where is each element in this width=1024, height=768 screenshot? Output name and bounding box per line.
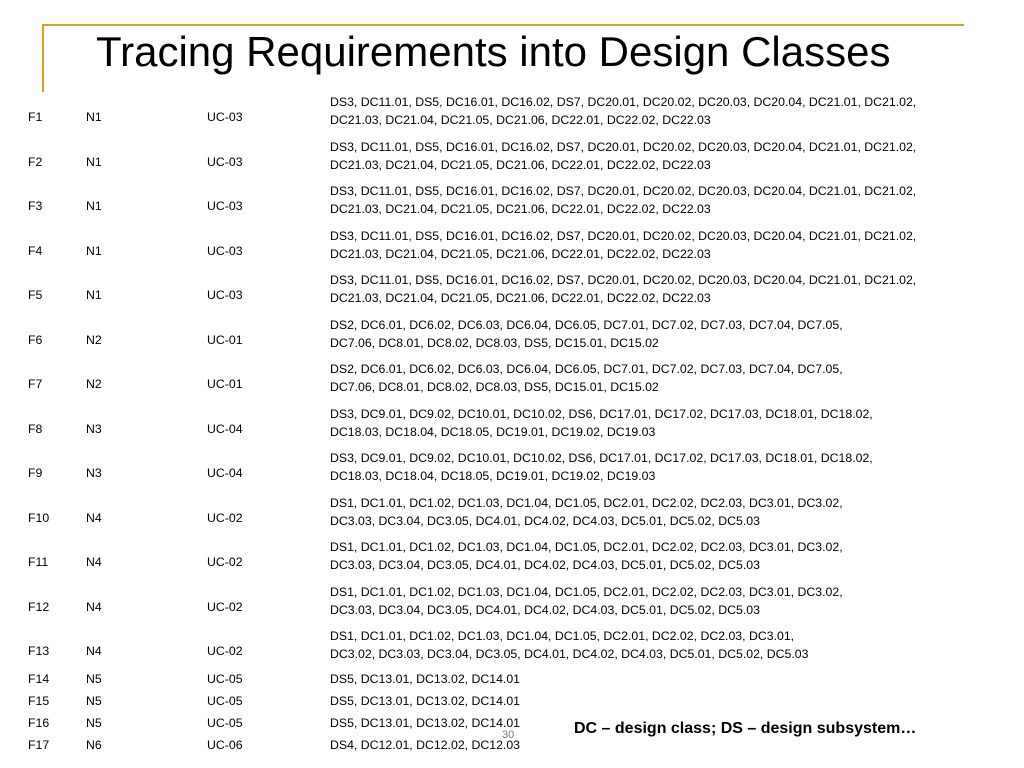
table-row	[0, 580, 1024, 624]
use-case-id: UC-03	[207, 243, 243, 258]
table-row	[0, 313, 1024, 357]
table-row	[0, 624, 1024, 668]
design-classes: DS5, DC13.01, DC13.02, DC14.01	[330, 672, 521, 686]
design-classes-line-2: DC3.02, DC3.03, DC3.04, DC3.05, DC4.01, DC4.02, DC4.03, DC5.01, DC5.02, DC5.03	[330, 647, 809, 661]
design-classes	[330, 449, 873, 485]
design-classes-line-2: DC3.03, DC3.04, DC3.05, DC4.01, DC4.02, DC4.03, DC5.01, DC5.02, DC5.03	[330, 602, 760, 617]
design-classes-line-1: DS3, DC11.01, DS5, DC16.01, DC16.02, DS7, DC20.01, DC20.02, DC20.03, DC20.04, DC21.01, DC21.02,	[330, 273, 917, 287]
design-classes: DS4, DC12.01, DC12.02, DC12.03	[330, 738, 521, 752]
table-row	[0, 357, 1024, 401]
design-classes-line-2: DC18.03, DC18.04, DC18.05, DC19.01, DC19.02, DC19.03	[330, 469, 656, 483]
table-row	[0, 224, 1024, 268]
design-classes	[330, 138, 916, 174]
feature-id: F4	[28, 243, 43, 258]
use-case-id: UC-05	[207, 694, 243, 708]
design-classes-line-1: DS3, DC9.01, DC9.02, DC10.01, DC10.02, DS6, DC17.01, DC17.02, DC17.03, DC18.01, DC18.02,	[330, 451, 873, 465]
feature-id: F11	[28, 555, 49, 569]
design-classes-line-2: DC21.03, DC21.04, DC21.05, DC21.06, DC22.01, DC22.02, DC22.03	[330, 246, 711, 261]
use-case-id: UC-06	[207, 738, 243, 752]
feature-id: F12	[28, 599, 50, 614]
design-classes-line-1: DS1, DC1.01, DC1.02, DC1.03, DC1.04, DC1.05, DC2.01, DC2.02, DC2.03, DC3.01, DC3.02,	[330, 584, 843, 599]
design-classes-line-1: DS3, DC11.01, DS5, DC16.01, DC16.02, DS7, DC20.01, DC20.02, DC20.03, DC20.04, DC21.01, DC21.02,	[330, 139, 917, 154]
legend-note: DC – design class; DS – design subsystem…	[574, 720, 917, 737]
design-classes-line-1: DS3, DC11.01, DS5, DC16.01, DC16.02, DS7, DC20.01, DC20.02, DC20.03, DC20.04, DC21.01, DC21.02,	[330, 95, 917, 109]
design-classes-line-1: DS1, DC1.01, DC1.02, DC1.03, DC1.04, DC1.05, DC2.01, DC2.02, DC2.03, DC3.01,	[330, 629, 795, 643]
design-classes-line-2: DC21.03, DC21.04, DC21.05, DC21.06, DC22.01, DC22.02, DC22.03	[330, 291, 711, 305]
design-classes-line-1: DS1, DC1.01, DC1.02, DC1.03, DC1.04, DC1.05, DC2.01, DC2.02, DC2.03, DC3.01, DC3.02,	[330, 540, 843, 554]
need-id: N1	[86, 288, 102, 302]
need-id: N4	[86, 510, 102, 525]
design-classes-line-1: DS3, DC11.01, DS5, DC16.01, DC16.02, DS7, DC20.01, DC20.02, DC20.03, DC20.04, DC21.01, DC21.02,	[330, 184, 917, 198]
design-classes-line-1: DS2, DC6.01, DC6.02, DC6.03, DC6.04, DC6.05, DC7.01, DC7.02, DC7.03, DC7.04, DC7.05,	[330, 362, 843, 376]
need-id: N1	[86, 110, 102, 124]
need-id: N1	[86, 154, 102, 169]
use-case-id: UC-01	[207, 377, 243, 391]
need-id: N1	[86, 243, 102, 258]
page-title: Tracing Requirements into Design Classes	[96, 28, 891, 75]
design-classes	[330, 583, 843, 619]
page-number: 30	[502, 729, 515, 741]
design-classes	[330, 538, 843, 574]
table-row	[0, 535, 1024, 579]
design-classes-line-2: DC3.03, DC3.04, DC3.05, DC4.01, DC4.02, DC4.03, DC5.01, DC5.02, DC5.03	[330, 558, 760, 572]
need-id: N5	[86, 694, 102, 708]
feature-id: F15	[28, 694, 50, 708]
use-case-id: UC-03	[207, 154, 243, 169]
design-classes	[330, 360, 843, 396]
feature-id: F10	[28, 510, 50, 525]
use-case-id: UC-02	[207, 599, 243, 614]
need-id: N1	[86, 199, 102, 213]
feature-id: F9	[28, 466, 43, 480]
use-case-id: UC-05	[207, 716, 243, 730]
table-row	[0, 668, 1024, 690]
design-classes	[330, 316, 843, 352]
feature-id: F5	[28, 288, 43, 302]
table-row	[0, 268, 1024, 312]
feature-id: F7	[28, 377, 43, 391]
design-classes	[330, 627, 808, 663]
title-accent-line-vertical	[42, 24, 44, 92]
need-id: N4	[86, 555, 102, 569]
feature-id: F3	[28, 199, 43, 213]
need-id: N6	[86, 738, 102, 752]
need-id: N2	[86, 332, 102, 347]
table-row	[0, 402, 1024, 446]
feature-id: F14	[28, 672, 50, 686]
table-row	[0, 690, 1024, 712]
design-classes	[330, 494, 843, 530]
need-id: N4	[86, 599, 102, 614]
use-case-id: UC-03	[207, 288, 243, 302]
design-classes	[330, 271, 916, 307]
design-classes-line-2: DC7.06, DC8.01, DC8.02, DC8.03, DS5, DC15.01, DC15.02	[330, 335, 659, 350]
design-classes: DS5, DC13.01, DC13.02, DC14.01	[330, 694, 521, 708]
feature-id: F2	[28, 154, 43, 169]
design-classes-line-2: DC7.06, DC8.01, DC8.02, DC8.03, DS5, DC15.01, DC15.02	[330, 380, 659, 394]
use-case-id: UC-02	[207, 644, 243, 658]
table-row	[0, 491, 1024, 535]
design-classes-line-2: DC18.03, DC18.04, DC18.05, DC19.01, DC19.02, DC19.03	[330, 424, 656, 439]
design-classes-line-2: DC21.03, DC21.04, DC21.05, DC21.06, DC22.01, DC22.02, DC22.03	[330, 113, 711, 127]
design-classes-line-2: DC3.03, DC3.04, DC3.05, DC4.01, DC4.02, DC4.03, DC5.01, DC5.02, DC5.03	[330, 513, 760, 528]
need-id: N3	[86, 421, 102, 436]
use-case-id: UC-02	[207, 510, 243, 525]
feature-id: F6	[28, 332, 43, 347]
use-case-id: UC-01	[207, 332, 243, 347]
need-id: N3	[86, 466, 102, 480]
use-case-id: UC-03	[207, 110, 243, 124]
table-row	[0, 179, 1024, 223]
feature-id: F8	[28, 421, 43, 436]
use-case-id: UC-03	[207, 199, 243, 213]
design-classes	[330, 227, 916, 263]
need-id: N5	[86, 672, 102, 686]
need-id: N5	[86, 716, 102, 730]
design-classes-line-1: DS3, DC9.01, DC9.02, DC10.01, DC10.02, DS6, DC17.01, DC17.02, DC17.03, DC18.01, DC18.02,	[330, 406, 873, 421]
design-classes-line-1: DS1, DC1.01, DC1.02, DC1.03, DC1.04, DC1.05, DC2.01, DC2.02, DC2.03, DC3.01, DC3.02,	[330, 495, 843, 510]
feature-id: F1	[28, 110, 43, 124]
design-classes-line-1: DS2, DC6.01, DC6.02, DC6.03, DC6.04, DC6.05, DC7.01, DC7.02, DC7.03, DC7.04, DC7.05,	[330, 317, 843, 332]
feature-id: F13	[28, 644, 50, 658]
need-id: N2	[86, 377, 102, 391]
use-case-id: UC-05	[207, 672, 243, 686]
design-classes-line-2: DC21.03, DC21.04, DC21.05, DC21.06, DC22.01, DC22.02, DC22.03	[330, 157, 711, 172]
feature-id: F16	[28, 716, 50, 730]
table-row	[0, 135, 1024, 179]
design-classes	[330, 182, 916, 218]
design-classes-line-2: DC21.03, DC21.04, DC21.05, DC21.06, DC22.01, DC22.02, DC22.03	[330, 202, 711, 216]
need-id: N4	[86, 644, 102, 658]
table-row	[0, 446, 1024, 490]
feature-id: F17	[28, 738, 50, 752]
use-case-id: UC-04	[207, 421, 243, 436]
table-row	[0, 90, 1024, 134]
use-case-id: UC-02	[207, 555, 243, 569]
design-classes	[330, 93, 916, 129]
design-classes	[330, 405, 873, 441]
design-classes-line-1: DS3, DC11.01, DS5, DC16.01, DC16.02, DS7, DC20.01, DC20.02, DC20.03, DC20.04, DC21.01, DC21.02,	[330, 228, 917, 243]
design-classes: DS5, DC13.01, DC13.02, DC14.01	[330, 716, 521, 730]
use-case-id: UC-04	[207, 466, 243, 480]
